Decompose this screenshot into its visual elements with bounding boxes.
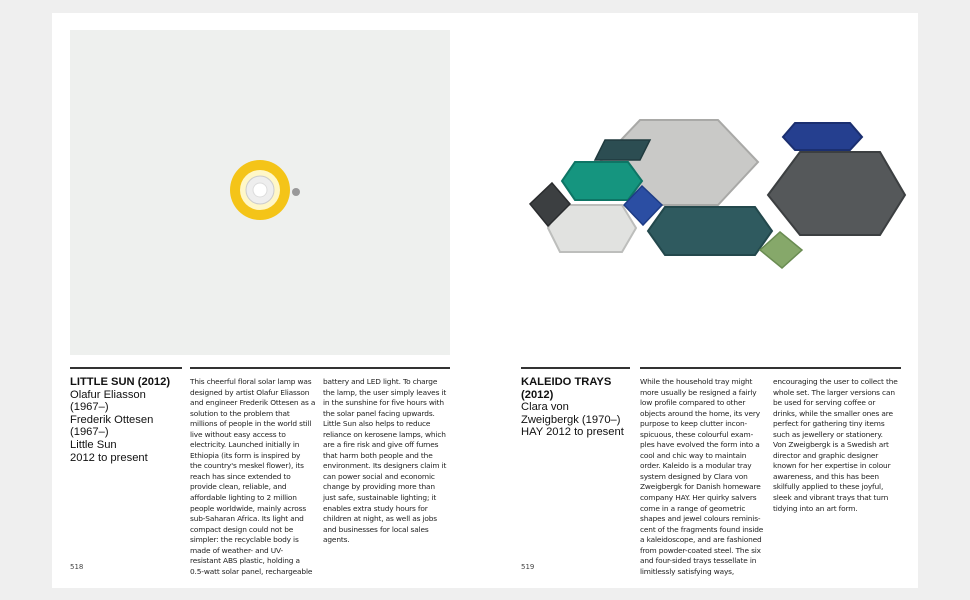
body-text-line: perfect for gathering tiny items	[773, 419, 885, 429]
body-text-line: simpler: the recyclable body is	[190, 535, 299, 545]
body-text-line: Little Sun also helps to reduce	[323, 419, 431, 429]
body-text-line: provide clean, reliable, and	[190, 482, 287, 492]
credit-line: 2012 to present	[70, 451, 148, 464]
body-text-line: enables extra study hours for	[323, 503, 428, 513]
body-text-line: shapes and jewel colours reminis-	[640, 514, 761, 524]
body-text-line: known for her expertise in colour	[773, 461, 891, 471]
credit-line: Frederik Ottesen	[70, 413, 154, 426]
body-text-line: encouraging the user to collect the	[773, 377, 898, 386]
body-text-line: the lamp, the user simply leaves it	[323, 387, 447, 397]
object-title: LITTLE SUN (2012)	[70, 376, 171, 388]
body-text-line: drinks, while the smaller ones are	[773, 408, 893, 418]
body-text-line: Von Zweigbergk is a Swedish art	[773, 440, 889, 450]
credit-line: Little Sun	[70, 438, 117, 451]
body-text-line: designed by artist Olafur Eliasson	[190, 387, 310, 397]
body-text-line: objects around the home, its very	[640, 408, 760, 418]
body-text-line: awareness, and this has been	[773, 471, 879, 481]
body-text-line: children at night, as well as jobs	[323, 514, 438, 524]
text-rule	[640, 367, 901, 369]
object-title: KALEIDO TRAYS	[521, 376, 612, 388]
body-text-line: director and graphic designer	[773, 450, 879, 460]
body-text-line: agents.	[323, 535, 350, 545]
page-number: 518	[70, 563, 84, 571]
credit-line: Olafur Eliasson	[70, 388, 146, 401]
body-text-line: compact design could not be	[190, 524, 294, 534]
body-text-line: solution to the problem that	[190, 408, 290, 418]
body-text-line: and four-sided trays tessellate in	[640, 556, 757, 566]
body-text-line: limitlessly satisfying ways,	[640, 566, 735, 576]
body-column-2	[323, 377, 446, 546]
kaleido-trays-photo	[520, 100, 920, 280]
little-sun-photo	[70, 30, 450, 355]
body-text-line: reliance on kerosene lamps, which	[323, 429, 446, 439]
body-text-line: 0.5-watt solar panel, rechargeable	[190, 566, 313, 576]
body-text-line: affordable lighting to 2 million	[190, 493, 297, 503]
body-column-1	[640, 377, 763, 577]
object-caption	[70, 376, 170, 464]
page-number: 519	[521, 563, 535, 571]
body-text-line: Zweigbergk for Danish homeware	[640, 482, 761, 492]
body-text-line: come in a range of geometric	[640, 503, 746, 513]
credit-line: Zweigbergk (1970–)	[521, 413, 621, 426]
body-text-line: a kaleidoscope, and are fashioned	[640, 535, 762, 545]
credit-line: (1967–)	[70, 426, 109, 439]
object-caption	[521, 376, 624, 439]
body-text-line: company HAY. Her quirky salvers	[640, 493, 757, 503]
body-text-line: This cheerful floral solar lamp was	[190, 377, 312, 386]
body-text-line: sub-Saharan Africa. Its light and	[190, 514, 304, 524]
body-text-line: that harm both people and the	[323, 450, 433, 460]
body-text-line: are a fire risk and give off fumes	[323, 440, 439, 450]
body-text-line: in the sunshine for five hours with	[323, 398, 444, 408]
body-text-line: battery and LED light. To charge	[323, 377, 438, 386]
body-text-line: and businesses for local sales	[323, 524, 429, 534]
body-text-line: millions of people in the world still	[190, 419, 312, 429]
body-text-line: cool and chic way to maintain	[640, 450, 747, 460]
body-column-2	[773, 377, 898, 514]
body-text-line: Ethiopia (its form is inspired by	[190, 450, 301, 460]
body-text-line: live without easy access to	[190, 429, 286, 439]
sun-flower-lamp-icon	[70, 30, 450, 355]
body-text-line: sleek and vibrant trays that turn	[773, 493, 889, 503]
body-text-line: such as jewellery or stationery.	[773, 429, 883, 439]
body-text-line: spicuous, these colourful exam-	[640, 429, 754, 439]
body-text-line: environment. Its designers claim it	[323, 461, 447, 471]
body-text-line: more usually be resigned a fairly	[640, 387, 757, 397]
body-text-line: reach has since extended to	[190, 471, 291, 481]
body-column-1	[190, 377, 315, 577]
body-text-line: change by providing more than	[323, 482, 435, 492]
credit-line: HAY 2012 to present	[521, 426, 624, 439]
body-text-line: can power social and economic	[323, 471, 435, 481]
kaleido-trays-icon	[520, 100, 920, 280]
credit-line: Clara von	[521, 401, 569, 414]
object-title-year: (2012)	[521, 388, 554, 401]
body-text-line: electricity. Launched initially in	[190, 440, 300, 450]
title-rule	[521, 367, 630, 369]
body-text-line: from powder-coated steel. The six	[640, 545, 761, 555]
body-text-line: ples have evolved the form into a	[640, 440, 760, 450]
body-text-line: system designed by Clara von	[640, 471, 748, 481]
body-text-line: the country's meskel flower), its	[190, 461, 304, 471]
body-text-line: people worldwide, mainly across	[190, 503, 307, 513]
body-text-line: While the household tray might	[640, 377, 753, 386]
body-text-line: resistant ABS plastic, holding a	[190, 556, 300, 566]
body-text-line: order. Kaleido is a modular tray	[640, 461, 752, 471]
body-text-line: the solar panel facing upwards.	[323, 408, 435, 418]
body-text-line: purpose to keep clutter incon-	[640, 419, 747, 429]
body-text-line: tidying into an art form.	[773, 503, 858, 513]
body-text-line: skilfully applied to these joyful,	[773, 482, 884, 492]
body-text-line: made of weather- and UV-	[190, 545, 283, 555]
body-text-line: just safe, sustainable lighting; it	[323, 493, 437, 503]
title-rule	[70, 367, 182, 369]
body-text-line: low profile compared to other	[640, 398, 746, 408]
credit-line: (1967–)	[70, 401, 109, 414]
body-text-line: be used for serving coffee or	[773, 398, 876, 408]
body-text-line: cent of the fragments found inside	[640, 524, 764, 534]
text-rule	[190, 367, 450, 369]
body-text-line: and engineer Frederik Ottesen as a	[190, 398, 316, 408]
body-text-line: whole set. The larger versions can	[773, 387, 895, 397]
